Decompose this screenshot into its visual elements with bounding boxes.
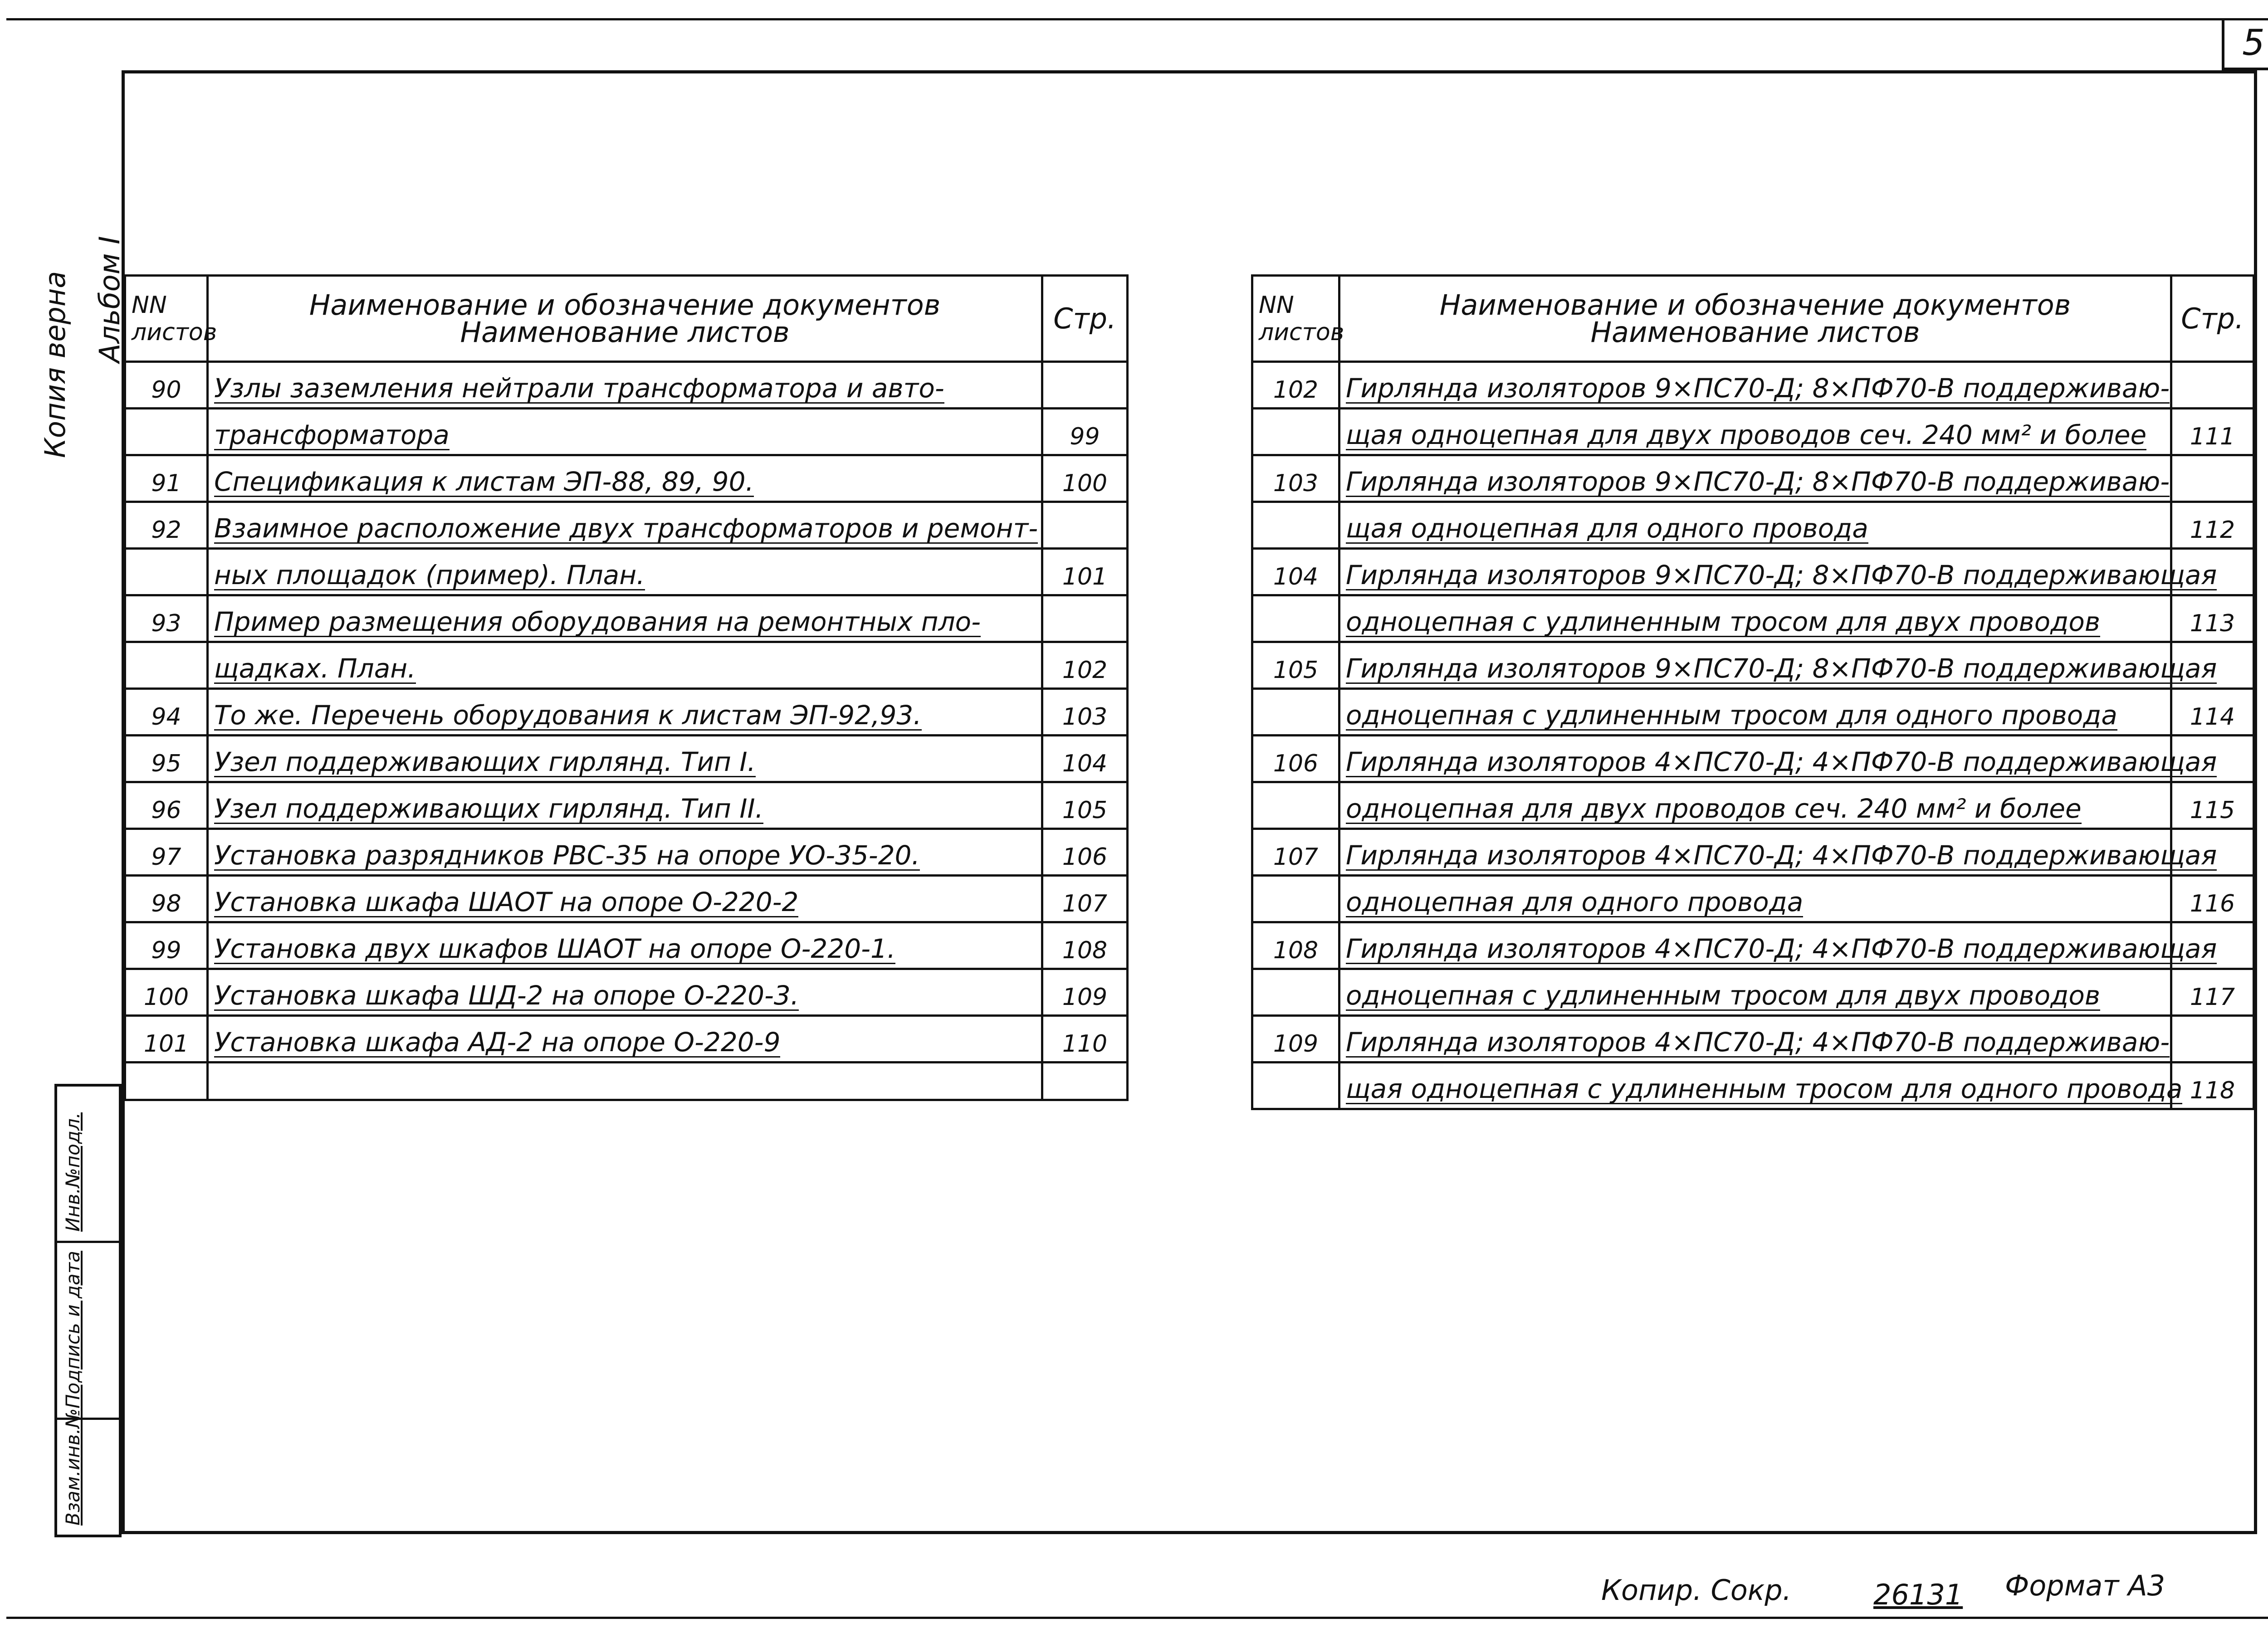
- table-row: [125, 1016, 1128, 1063]
- table-row: [125, 1063, 1128, 1100]
- sheet-number: [125, 549, 208, 595]
- sheet-number: 103: [1252, 455, 1339, 502]
- sheet-title: [208, 409, 1042, 455]
- table-row: [1252, 782, 2254, 829]
- sheet-title-text: Гирлянда изоляторов 9×ПС70-Д; 8×ПФ70-В поддерживающая: [1346, 560, 2217, 590]
- sheet-title-text: Узел поддерживающих гирлянд. Тип I.: [214, 746, 756, 777]
- table-row: [1252, 642, 2254, 689]
- side-stamp-table: [54, 1084, 122, 1537]
- sheet-title-text: Гирлянда изоляторов 4×ПС70-Д; 4×ПФ70-В поддерживающая: [1346, 746, 2217, 777]
- sheet-title-text: Гирлянда изоляторов 9×ПС70-Д; 8×ПФ70-В поддерживаю-: [1346, 466, 2170, 497]
- sheet-title: [208, 736, 1042, 782]
- page-ref: 112: [2171, 502, 2254, 549]
- sheet-title: [208, 1063, 1042, 1100]
- order-number: 26131: [1873, 1578, 1963, 1611]
- sheet-number: 102: [1252, 362, 1339, 409]
- page-ref: 115: [2171, 782, 2254, 829]
- page-number: 5: [2222, 18, 2268, 70]
- page-ref: 100: [1042, 455, 1128, 502]
- sheet-title-text: То же. Перечень оборудования к листам ЭП-92,93.: [214, 700, 922, 731]
- sheet-number: 105: [1252, 642, 1339, 689]
- table-row: [1252, 595, 2254, 642]
- table-row: [1252, 502, 2254, 549]
- sheet-title-text: Узлы заземления нейтрали трансформатора и авто-: [214, 373, 944, 404]
- header-title-line2: Наименование листов: [1590, 315, 1920, 349]
- sheet-number: 106: [1252, 736, 1339, 782]
- page-ref: 102: [1042, 642, 1128, 689]
- side-cell-signature: [57, 1241, 119, 1418]
- sheet-title-text: одноцепная с удлиненным тросом для двух проводов: [1346, 980, 2100, 1011]
- sheet-title-text: одноцепная с удлиненным тросом для одного провода: [1346, 700, 2117, 731]
- header-sheet-number: NN листов: [125, 276, 208, 362]
- sheet-title: [1339, 362, 2171, 409]
- sheet-title-text: Гирлянда изоляторов 4×ПС70-Д; 4×ПФ70-В поддерживающая: [1346, 840, 2217, 871]
- sheet-number: [125, 409, 208, 455]
- sheet-number: 100: [125, 969, 208, 1016]
- side-cell-replace-label: Взам.инв.№: [62, 1408, 84, 1526]
- sheet-number: [1252, 969, 1339, 1016]
- page-ref: [2171, 455, 2254, 502]
- sheet-number: 107: [1252, 829, 1339, 876]
- sheet-title-text: Взаимное расположение двух трансформаторов и ремонт-: [214, 513, 1038, 544]
- sheet-title-text: Установка разрядников РВС-35 на опоре УО-35-20.: [214, 840, 920, 871]
- page-ref: [2171, 362, 2254, 409]
- sheet-number: 92: [125, 502, 208, 549]
- table-row: [125, 829, 1128, 876]
- side-cell-inv: [57, 1087, 119, 1241]
- table-row: [1252, 689, 2254, 736]
- sheet-title: [1339, 1063, 2183, 1109]
- sheet-number: 99: [125, 922, 208, 969]
- sheet-title: [208, 595, 1042, 642]
- sheet-title: [1339, 782, 2171, 829]
- sheet-title: [208, 455, 1042, 502]
- page-ref: 101: [1042, 549, 1128, 595]
- page-ref: 111: [2171, 409, 2254, 455]
- sheet-title-text: Установка шкафа ШАОТ на опоре О-220-2: [214, 887, 799, 917]
- sheet-title-text: одноцепная для одного провода: [1346, 887, 1804, 917]
- table-row: [1252, 455, 2254, 502]
- sheet-number: 98: [125, 876, 208, 922]
- page-ref: 117: [2171, 969, 2254, 1016]
- table-row: [1252, 1063, 2254, 1109]
- table-row: [1252, 549, 2254, 595]
- table-row: [1252, 829, 2254, 876]
- sheet-title: [1339, 642, 2217, 689]
- sheet-title-text: одноцепная с удлиненным тросом для двух проводов: [1346, 606, 2100, 637]
- contents-table-left: [124, 274, 1129, 1101]
- sheet-title: [208, 1016, 1042, 1063]
- header-page: Стр.: [2171, 276, 2254, 362]
- page-ref: 107: [1042, 876, 1128, 922]
- table-row: [125, 969, 1128, 1016]
- side-cell-inv-label: Инв.№подл.: [62, 1112, 84, 1232]
- table-row: [125, 642, 1128, 689]
- page-ref: [1042, 502, 1128, 549]
- sheet-number: 109: [1252, 1016, 1339, 1063]
- side-cell-signature-label: Подпись и дата: [62, 1251, 84, 1409]
- sheet-title: [208, 689, 1042, 736]
- sheet-number: 97: [125, 829, 208, 876]
- sheet-title-text: ных площадок (пример). План.: [214, 560, 645, 590]
- sheet-title-text: щадках. План.: [214, 653, 416, 684]
- sheet-number: 108: [1252, 922, 1339, 969]
- sheet-title-text: трансформатора: [214, 419, 450, 450]
- sheet-format: Формат А3: [2005, 1569, 2165, 1602]
- table-header-row: [125, 276, 1128, 362]
- table-row: [125, 502, 1128, 549]
- page-ref: 104: [1042, 736, 1128, 782]
- table-row: [1252, 362, 2254, 409]
- sheet-title: [208, 782, 1042, 829]
- table-row: [125, 922, 1128, 969]
- header-title-line1: Наименование и обозначение документов: [309, 288, 941, 322]
- page-ref: 109: [1042, 969, 1128, 1016]
- sheet-title: [1339, 455, 2171, 502]
- sheet-number: 104: [1252, 549, 1339, 595]
- sheet-title-text: щая одноцепная для одного провода: [1346, 513, 1868, 544]
- copied-by-note: Копир. Сокр.: [1601, 1574, 1792, 1607]
- page-ref: 118: [2171, 1063, 2254, 1109]
- sheet-number: 90: [125, 362, 208, 409]
- page-ref: 106: [1042, 829, 1128, 876]
- sheet-title: [208, 876, 1042, 922]
- table-row: [125, 595, 1128, 642]
- page-ref: 116: [2171, 876, 2254, 922]
- table-row: [1252, 736, 2254, 782]
- sheet-number: [125, 642, 208, 689]
- sheet-number: 96: [125, 782, 208, 829]
- sheet-title: [208, 922, 1042, 969]
- sheet-title-text: Гирлянда изоляторов 4×ПС70-Д; 4×ПФ70-В поддерживаю-: [1346, 1027, 2170, 1058]
- header-document-title: [1339, 276, 2171, 362]
- sheet-title: [1339, 409, 2171, 455]
- sheet-title: [1339, 1016, 2171, 1063]
- sheet-title-text: Установка шкафа АД-2 на опоре О-220-9: [214, 1027, 781, 1058]
- sheet-title-text: Гирлянда изоляторов 4×ПС70-Д; 4×ПФ70-В поддерживающая: [1346, 933, 2217, 964]
- header-document-title: [208, 276, 1042, 362]
- sheet-number: [1252, 876, 1339, 922]
- contents-table-right: [1251, 274, 2255, 1110]
- sheet-title-text: Спецификация к листам ЭП-88, 89, 90.: [214, 466, 754, 497]
- sheet-title: [208, 969, 1042, 1016]
- table-row: [1252, 1016, 2254, 1063]
- sheet-title: [208, 362, 1042, 409]
- sheet-number: 91: [125, 455, 208, 502]
- sheet-number: 95: [125, 736, 208, 782]
- sheet-number: [1252, 409, 1339, 455]
- header-sheet-number: NN листов: [1252, 276, 1339, 362]
- table-row: [125, 876, 1128, 922]
- page-ref: [1042, 1063, 1128, 1100]
- sheet-number: [1252, 595, 1339, 642]
- page-ref: 99: [1042, 409, 1128, 455]
- table-row: [1252, 969, 2254, 1016]
- table-row: [125, 362, 1128, 409]
- table-row: [1252, 922, 2254, 969]
- page-ref: [1042, 362, 1128, 409]
- copy-verified-stamp: Копия верна: [39, 271, 72, 458]
- table-row: [125, 549, 1128, 595]
- sheet-title-text: Гирлянда изоляторов 9×ПС70-Д; 8×ПФ70-В поддерживаю-: [1346, 373, 2170, 404]
- page-ref: 108: [1042, 922, 1128, 969]
- table-row: [125, 736, 1128, 782]
- sheet-number: 101: [125, 1016, 208, 1063]
- sheet-title: [1339, 922, 2217, 969]
- sheet-title: [1339, 736, 2217, 782]
- page-ref: [1042, 595, 1128, 642]
- header-page: Стр.: [1042, 276, 1128, 362]
- side-cell-replace: [57, 1408, 119, 1535]
- sheet-title-text: щая одноцепная с удлиненным тросом для одного провода: [1346, 1073, 2183, 1104]
- sheet-title-text: одноцепная для двух проводов сеч. 240 мм² и более: [1346, 793, 2082, 824]
- page-ref: 114: [2171, 689, 2254, 736]
- sheet-title-text: Установка шкафа ШД-2 на опоре О-220-3.: [214, 980, 799, 1011]
- sheet-title: [208, 829, 1042, 876]
- sheet-number: [125, 1063, 208, 1100]
- sheet-title-text: щая одноцепная для двух проводов сеч. 240 мм² и более: [1346, 419, 2147, 450]
- table-row: [125, 455, 1128, 502]
- page-ref: 103: [1042, 689, 1128, 736]
- table-row: [1252, 409, 2254, 455]
- sheet-title-text: Гирлянда изоляторов 9×ПС70-Д; 8×ПФ70-В поддерживающая: [1346, 653, 2217, 684]
- page-ref: 105: [1042, 782, 1128, 829]
- table-header-row: [1252, 276, 2254, 362]
- sheet-title-text: Пример размещения оборудования на ремонтных пло-: [214, 606, 981, 637]
- sheet-title: [1339, 969, 2171, 1016]
- page-ref: [2171, 1016, 2254, 1063]
- sheet-number: [1252, 502, 1339, 549]
- header-title-line1: Наименование и обозначение документов: [1439, 288, 2071, 322]
- table-row: [125, 689, 1128, 736]
- sheet-title: [208, 502, 1042, 549]
- sheet-title: [1339, 689, 2171, 736]
- album-label: Альбом I: [93, 236, 126, 363]
- sheet-number: [1252, 1063, 1339, 1109]
- sheet-title: [1339, 876, 2171, 922]
- sheet-number: [1252, 782, 1339, 829]
- page-ref: 113: [2171, 595, 2254, 642]
- table-row: [125, 782, 1128, 829]
- sheet-title-text: Узел поддерживающих гирлянд. Тип II.: [214, 793, 764, 824]
- header-title-line2: Наименование листов: [460, 315, 790, 349]
- page-ref: 110: [1042, 1016, 1128, 1063]
- sheet-title: [208, 642, 1042, 689]
- sheet-number: [1252, 689, 1339, 736]
- table-row: [125, 409, 1128, 455]
- sheet-title: [1339, 829, 2217, 876]
- table-row: [1252, 876, 2254, 922]
- sheet-title: [1339, 549, 2217, 595]
- sheet-title: [1339, 595, 2171, 642]
- sheet-number: 94: [125, 689, 208, 736]
- sheet-title: [208, 549, 1042, 595]
- sheet-title-text: Установка двух шкафов ШАОТ на опоре О-220-1.: [214, 933, 896, 964]
- sheet-title: [1339, 502, 2171, 549]
- sheet-number: 93: [125, 595, 208, 642]
